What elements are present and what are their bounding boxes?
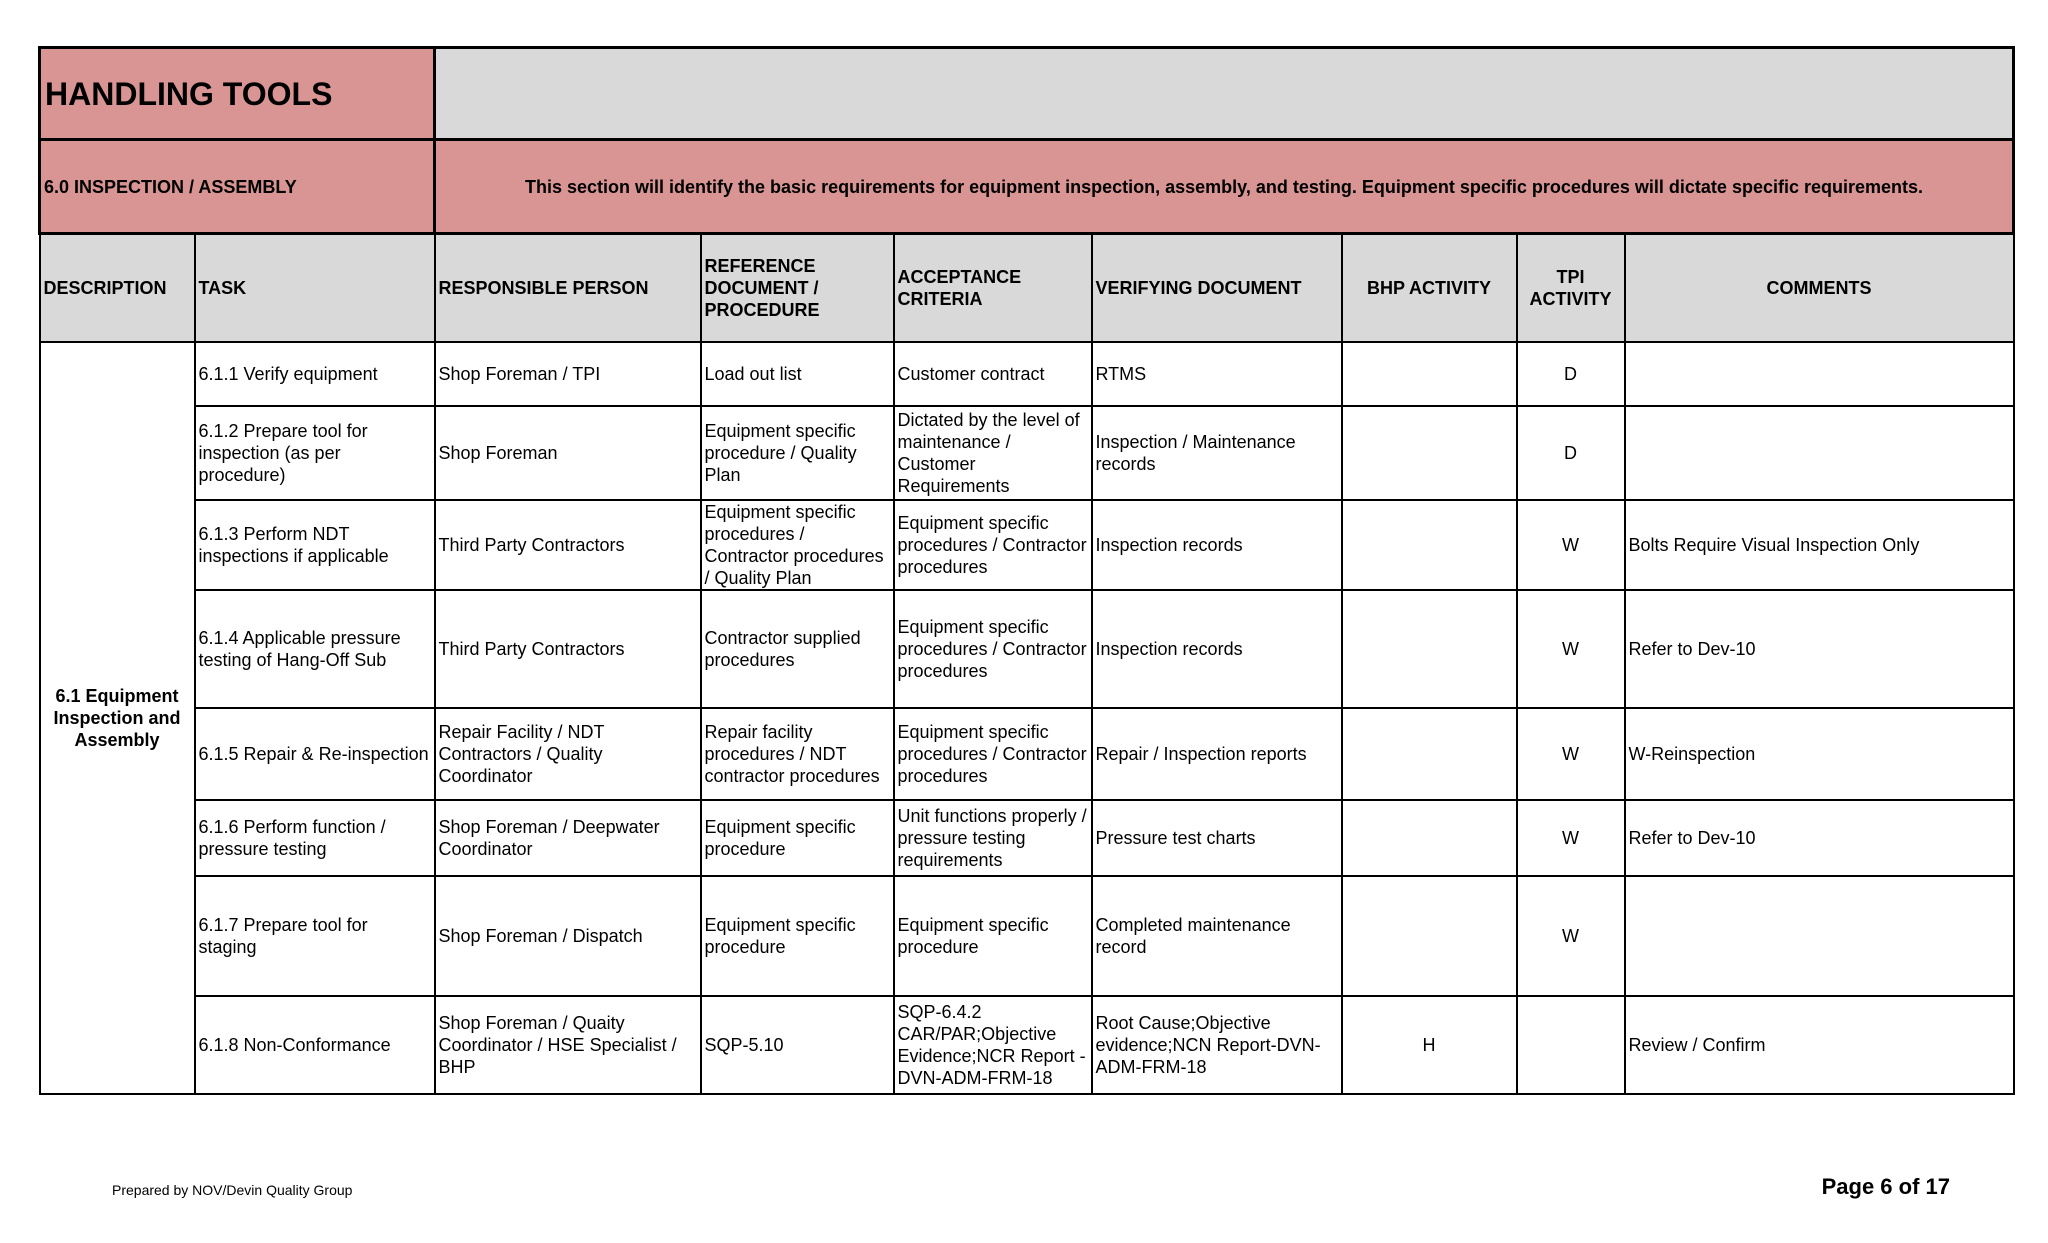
group-description: 6.1 Equipment Inspection and Assembly <box>40 342 195 1094</box>
tpi-cell: W <box>1517 708 1625 800</box>
reference-cell: Contractor supplied procedures <box>701 590 894 708</box>
title-row <box>40 48 2014 140</box>
bhp-cell <box>1342 708 1517 800</box>
task-cell: 6.1.6 Perform function / pressure testing <box>195 800 435 876</box>
reference-cell: Repair facility procedures / NDT contractor procedures <box>701 708 894 800</box>
comments-cell: Review / Confirm <box>1625 996 2014 1094</box>
col-header-acceptance: ACCEPTANCE CRITERIA <box>894 234 1092 342</box>
verifying-cell: Inspection records <box>1092 500 1342 590</box>
reference-cell: SQP-5.10 <box>701 996 894 1094</box>
task-cell: 6.1.8 Non-Conformance <box>195 996 435 1094</box>
table-row <box>40 406 2014 500</box>
task-cell: 6.1.5 Repair & Re-inspection <box>195 708 435 800</box>
section-code: 6.0 INSPECTION / ASSEMBLY <box>40 140 435 234</box>
bhp-cell: H <box>1342 996 1517 1094</box>
title-blank-cell <box>435 48 2014 140</box>
col-header-comments: COMMENTS <box>1625 234 2014 342</box>
tpi-cell: D <box>1517 406 1625 500</box>
comments-cell <box>1625 876 2014 996</box>
col-header-description: DESCRIPTION <box>40 234 195 342</box>
acceptance-cell: Equipment specific procedure <box>894 876 1092 996</box>
tpi-cell: W <box>1517 876 1625 996</box>
prepared-by-footer: Prepared by NOV/Devin Quality Group <box>112 1182 353 1198</box>
tpi-cell: W <box>1517 590 1625 708</box>
reference-cell: Equipment specific procedure <box>701 800 894 876</box>
table-row <box>40 590 2014 708</box>
verifying-cell: Inspection records <box>1092 590 1342 708</box>
responsible-cell: Third Party Contractors <box>435 590 701 708</box>
section-description: This section will identify the basic requirements for equipment inspection, assembly, and testing. Equipment specific procedures will dictate specific requirements. <box>435 140 2014 234</box>
tpi-cell: W <box>1517 500 1625 590</box>
responsible-cell: Shop Foreman / Deepwater Coordinator <box>435 800 701 876</box>
bhp-cell <box>1342 342 1517 406</box>
column-header-row <box>40 234 2014 342</box>
tpi-cell: D <box>1517 342 1625 406</box>
task-cell: 6.1.2 Prepare tool for inspection (as per procedure) <box>195 406 435 500</box>
col-header-verifying: VERIFYING DOCUMENT <box>1092 234 1342 342</box>
comments-cell: W-Reinspection <box>1625 708 2014 800</box>
section-row <box>40 140 2014 234</box>
responsible-cell: Shop Foreman / Dispatch <box>435 876 701 996</box>
inspection-table <box>38 46 2015 1095</box>
bhp-cell <box>1342 500 1517 590</box>
bhp-cell <box>1342 800 1517 876</box>
col-header-bhp: BHP ACTIVITY <box>1342 234 1517 342</box>
table-row <box>40 708 2014 800</box>
col-header-task: TASK <box>195 234 435 342</box>
task-cell: 6.1.3 Perform NDT inspections if applicable <box>195 500 435 590</box>
comments-cell <box>1625 342 2014 406</box>
document-title: HANDLING TOOLS <box>40 48 435 140</box>
table-row <box>40 500 2014 590</box>
table-row <box>40 876 2014 996</box>
tpi-cell <box>1517 996 1625 1094</box>
comments-cell <box>1625 406 2014 500</box>
page-number: Page 6 of 17 <box>1821 1174 1950 1199</box>
col-header-tpi: TPI ACTIVITY <box>1517 234 1625 342</box>
verifying-cell: Pressure test charts <box>1092 800 1342 876</box>
col-header-responsible: RESPONSIBLE PERSON <box>435 234 701 342</box>
responsible-cell: Third Party Contractors <box>435 500 701 590</box>
table-row <box>40 342 2014 406</box>
acceptance-cell: Unit functions properly / pressure testing requirements <box>894 800 1092 876</box>
col-header-reference: REFERENCE DOCUMENT / PROCEDURE <box>701 234 894 342</box>
verifying-cell: Repair / Inspection reports <box>1092 708 1342 800</box>
verifying-cell: RTMS <box>1092 342 1342 406</box>
task-cell: 6.1.4 Applicable pressure testing of Hang-Off Sub <box>195 590 435 708</box>
task-cell: 6.1.7 Prepare tool for staging <box>195 876 435 996</box>
comments-cell: Bolts Require Visual Inspection Only <box>1625 500 2014 590</box>
verifying-cell: Completed maintenance record <box>1092 876 1342 996</box>
tpi-cell: W <box>1517 800 1625 876</box>
acceptance-cell: Equipment specific procedures / Contractor procedures <box>894 708 1092 800</box>
verifying-cell: Inspection / Maintenance records <box>1092 406 1342 500</box>
reference-cell: Equipment specific procedure <box>701 876 894 996</box>
reference-cell: Equipment specific procedure / Quality Plan <box>701 406 894 500</box>
responsible-cell: Shop Foreman / TPI <box>435 342 701 406</box>
acceptance-cell: Dictated by the level of maintenance / Customer Requirements <box>894 406 1092 500</box>
acceptance-cell: SQP-6.4.2 CAR/PAR;Objective Evidence;NCR Report - DVN-ADM-FRM-18 <box>894 996 1092 1094</box>
bhp-cell <box>1342 876 1517 996</box>
responsible-cell: Shop Foreman <box>435 406 701 500</box>
acceptance-cell: Equipment specific procedures / Contractor procedures <box>894 590 1092 708</box>
table-row <box>40 800 2014 876</box>
bhp-cell <box>1342 590 1517 708</box>
task-cell: 6.1.1 Verify equipment <box>195 342 435 406</box>
acceptance-cell: Customer contract <box>894 342 1092 406</box>
acceptance-cell: Equipment specific procedures / Contractor procedures <box>894 500 1092 590</box>
table-row <box>40 996 2014 1094</box>
comments-cell: Refer to Dev-10 <box>1625 590 2014 708</box>
reference-cell: Equipment specific procedures / Contractor procedures / Quality Plan <box>701 500 894 590</box>
verifying-cell: Root Cause;Objective evidence;NCN Report-DVN-ADM-FRM-18 <box>1092 996 1342 1094</box>
reference-cell: Load out list <box>701 342 894 406</box>
responsible-cell: Repair Facility / NDT Contractors / Quality Coordinator <box>435 708 701 800</box>
responsible-cell: Shop Foreman / Quaity Coordinator / HSE Specialist / BHP <box>435 996 701 1094</box>
comments-cell: Refer to Dev-10 <box>1625 800 2014 876</box>
bhp-cell <box>1342 406 1517 500</box>
